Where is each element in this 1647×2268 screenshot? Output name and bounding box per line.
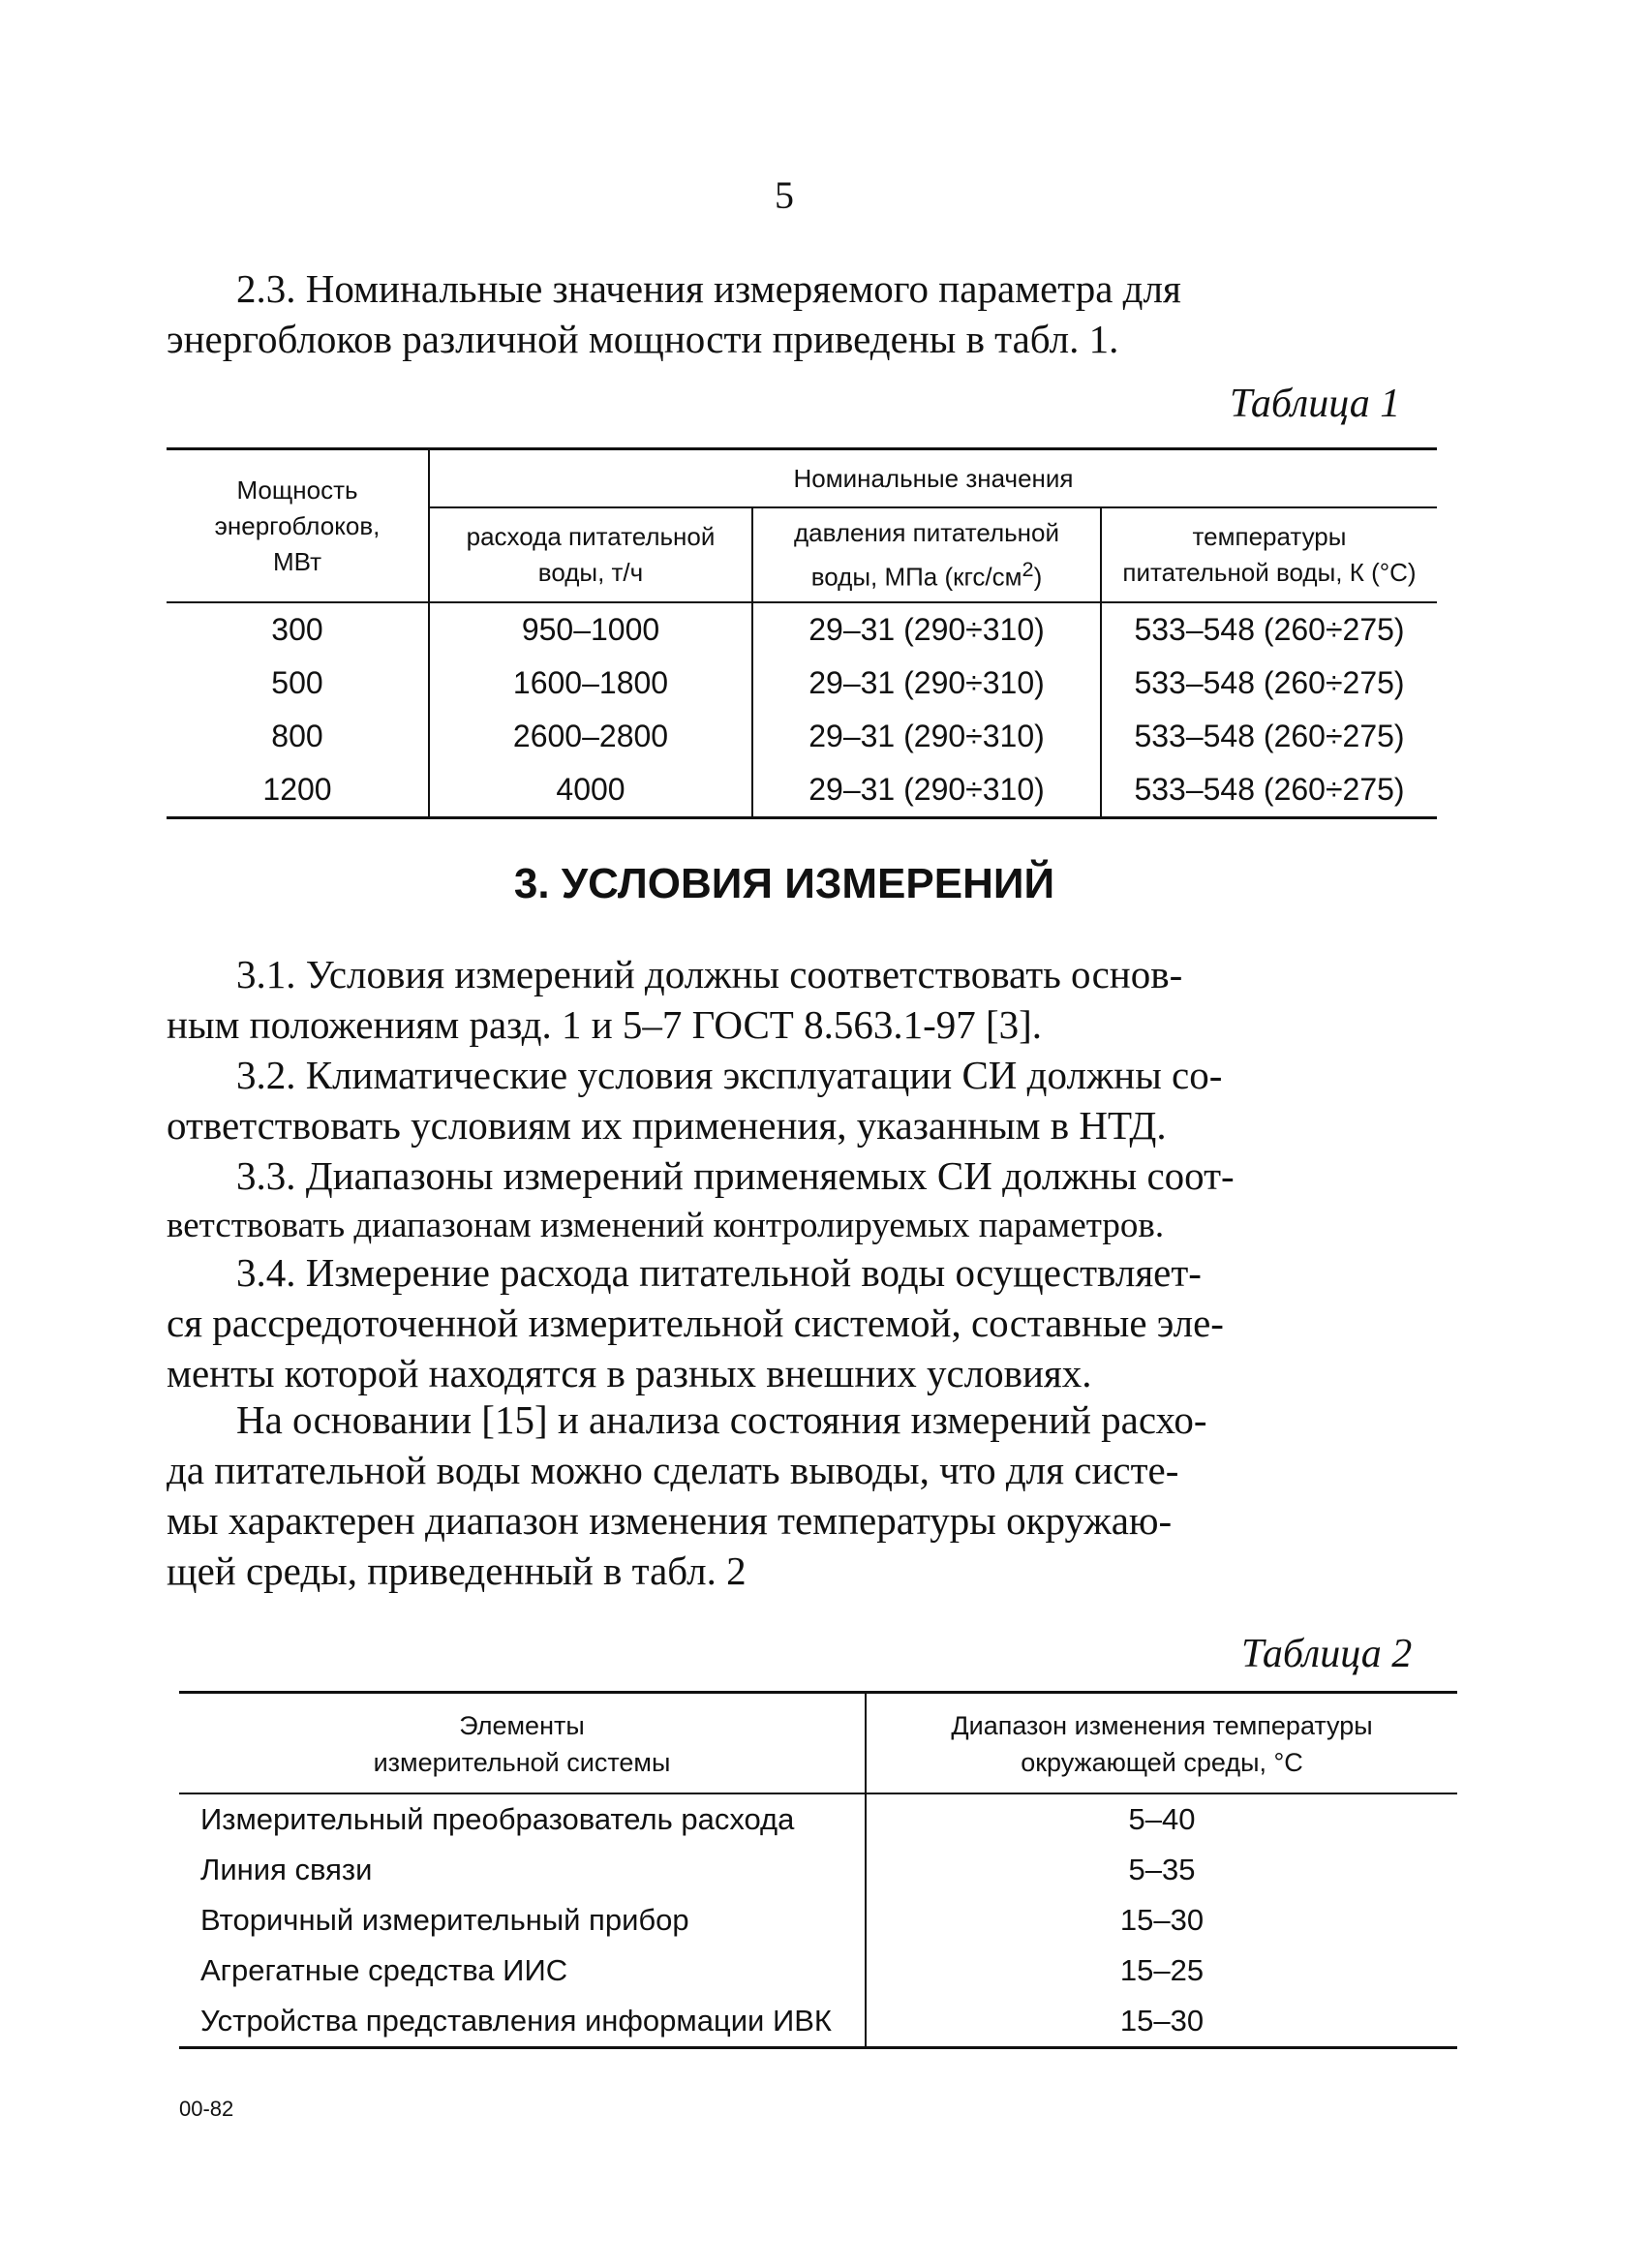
paragraph-3-3 [167,1150,1435,1251]
cell-temp: 533–548 (260÷275) [1101,710,1437,763]
paragraph-line: ным положениям разд. 1 и 5–7 ГОСТ 8.563.1-97 [3]. [167,1002,1043,1047]
section-3-heading: 3. УСЛОВИЯ ИЗМЕРЕНИЙ [513,860,1055,907]
cell-range: 15–25 [866,1946,1457,1996]
cell-flow: 4000 [429,763,752,818]
cell-temp: 533–548 (260÷275) [1101,763,1437,818]
footer-code: 00-82 [179,2097,234,2121]
cell-power: 800 [271,719,323,753]
table-row [167,710,1437,763]
table-1-header-power [167,449,429,603]
paragraph-3-4 [167,1247,1435,1398]
paragraph-line: ся рассредоточенной измерительной системой, составные эле- [167,1301,1224,1345]
table-2-header-range [866,1693,1457,1794]
cell-flow: 950–1000 [429,602,752,657]
paragraph-line: 3.1. Условия измерений должны соответствовать основ- [236,952,1183,996]
page-number: 5 [775,173,794,217]
header-text: питательной воды, К (°С) [1122,558,1417,587]
paragraph-line: ответствовать условиям их применения, указанным в НТД. [167,1103,1167,1148]
paragraph-line: энергоблоков различной мощности приведены в табл. 1. [167,317,1119,361]
cell-range: 5–40 [866,1793,1457,1845]
paragraph-line: 2.3. Номинальные значения измеряемого параметра для [236,266,1181,311]
table-row [179,1793,1457,1845]
superscript: 2 [1022,556,1034,581]
table-row [179,1845,1457,1895]
table-2-header-elements [179,1693,866,1794]
paragraph-2-3 [167,263,1435,364]
cell-element: Устройства представления информации ИВК [179,1996,866,2048]
paragraph-line: 3.2. Климатические условия эксплуатации СИ должны со- [236,1053,1223,1097]
table-row [167,657,1437,710]
table-1-caption: Таблица 1 [1230,382,1401,426]
table-1 [167,447,1437,819]
cell-pressure: 29–31 (290÷310) [752,602,1101,657]
paragraph-line: 3.3. Диапазоны измерений применяемых СИ должны соот- [236,1153,1235,1198]
cell-range: 15–30 [866,1895,1457,1946]
cell-temp: 533–548 (260÷275) [1101,602,1437,657]
cell-range: 15–30 [866,1996,1457,2048]
header-text: Диапазон изменения температуры [951,1711,1373,1740]
table-2 [179,1691,1457,2049]
cell-range: 5–35 [866,1845,1457,1895]
header-text: температуры [1192,522,1347,551]
paragraph-line: менты которой находятся в разных внешних условиях. [167,1351,1092,1395]
header-text: Элементы [459,1711,585,1740]
paragraph-line: На основании [15] и анализа состояния измерений расхо- [236,1397,1207,1442]
header-text: давления питательной [793,517,1060,547]
paragraph-3-1 [167,949,1435,1050]
cell-pressure: 29–31 (290÷310) [752,657,1101,710]
cell-flow: 2600–2800 [429,710,752,763]
cell-power: 500 [271,665,323,700]
table-2-caption: Таблица 2 [1241,1632,1413,1676]
cell-pressure: 29–31 (290÷310) [752,763,1101,818]
cell-pressure: 29–31 (290÷310) [752,710,1101,763]
cell-flow: 1600–1800 [429,657,752,710]
paragraph-line: щей среды, приведенный в табл. 2 [167,1548,747,1593]
header-text: энергоблоков, [214,510,381,540]
paragraph-line: мы характерен диапазон изменения температуры окружаю- [167,1498,1173,1543]
table-row [179,1946,1457,1996]
table-1-header-temp [1101,507,1437,602]
cell-element: Линия связи [200,1853,373,1886]
cell-temp: 533–548 (260÷275) [1101,657,1437,710]
header-text: измерительной системы [373,1748,671,1777]
header-text: расхода питательной [466,522,716,551]
table-1-group-header: Номинальные значения [429,449,1437,508]
paragraph-line: да питательной воды можно сделать выводы, что для систе- [167,1448,1179,1492]
table-row [167,763,1437,818]
paragraph-3-2 [167,1050,1435,1150]
header-text: окружающей среды, °С [1021,1748,1303,1777]
cell-element: Вторичный измерительный прибор [200,1903,689,1937]
header-text: воды, т/ч [537,558,644,587]
paragraph-line: 3.4. Измерение расхода питательной воды осуществляет- [236,1250,1202,1295]
paragraph-line: ветствовать диапазонам изменений контролируемых параметров. [167,1206,1165,1245]
cell-element: Измерительный преобразователь расхода [200,1802,795,1836]
header-text: воды, МПа (кгс/см [810,562,1022,592]
cell-power: 300 [271,612,323,647]
table-row [179,1895,1457,1946]
header-text: МВт [272,546,322,576]
table-1-header-flow [429,507,752,602]
table-1-header-pressure [752,507,1101,602]
header-text: ) [1033,562,1043,592]
header-text: Мощность [236,475,358,505]
paragraph-basis [167,1395,1435,1596]
table-row [167,602,1437,657]
cell-power: 1200 [167,763,429,818]
table-row [179,1996,1457,2048]
cell-element: Агрегатные средства ИИС [200,1953,568,1987]
